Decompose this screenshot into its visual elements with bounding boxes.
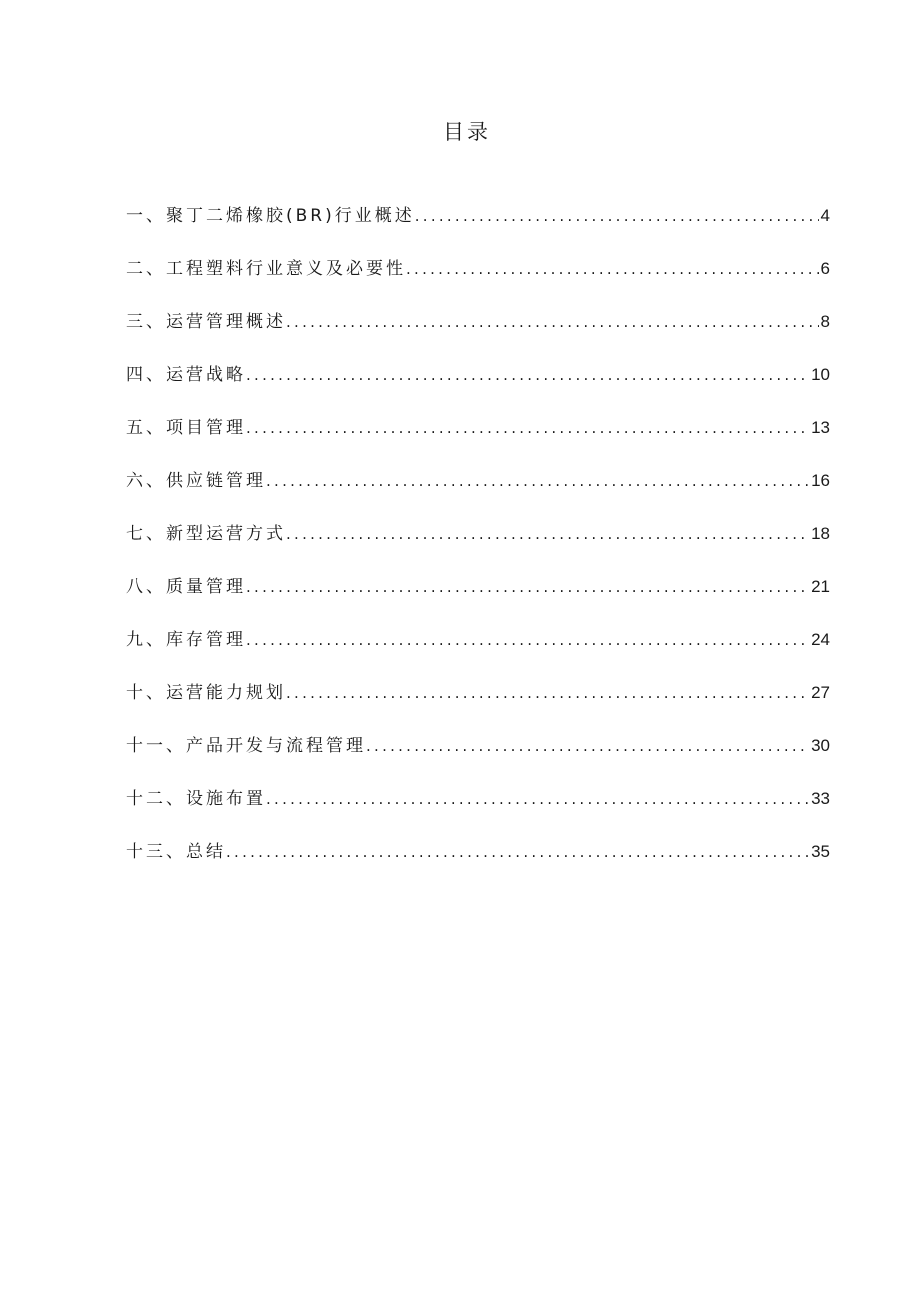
toc-entry-label: 四、运营战略 <box>126 365 246 385</box>
toc-entry-label: 一、聚丁二烯橡胶(BR)行业概述 <box>126 206 415 226</box>
toc-entry[interactable] <box>126 390 830 443</box>
toc-entry-label: 十三、总结 <box>126 842 226 862</box>
toc-entry[interactable] <box>126 496 830 549</box>
toc-entry[interactable] <box>126 655 830 708</box>
toc-entry-label: 五、项目管理 <box>126 418 246 438</box>
toc-page-number: 21 <box>811 577 830 596</box>
toc-page-number: 35 <box>811 842 830 861</box>
toc-page-number: 13 <box>811 418 830 437</box>
toc-page-number: 4 <box>820 206 830 225</box>
toc-dot-leader <box>286 678 809 708</box>
toc-page-number: 33 <box>811 789 830 808</box>
toc-dot-leader <box>286 307 819 337</box>
toc-entry[interactable] <box>126 231 830 284</box>
toc-entry-label: 八、质量管理 <box>126 577 246 597</box>
toc-entry-label: 九、库存管理 <box>126 630 246 650</box>
toc-dot-leader <box>266 784 809 814</box>
toc-entry-label: 十一、产品开发与流程管理 <box>126 736 366 756</box>
toc-entry-label: 三、运营管理概述 <box>126 312 286 332</box>
toc-page-number: 30 <box>811 736 830 755</box>
toc-entry-label: 六、供应链管理 <box>126 471 266 491</box>
toc-list <box>126 178 830 867</box>
toc-entry[interactable] <box>126 814 830 867</box>
toc-page-number: 27 <box>811 683 830 702</box>
toc-page-number: 24 <box>811 630 830 649</box>
toc-entry-label: 十二、设施布置 <box>126 789 266 809</box>
toc-dot-leader <box>366 731 809 761</box>
toc-entry[interactable] <box>126 761 830 814</box>
toc-entry[interactable] <box>126 708 830 761</box>
toc-page-number: 10 <box>811 365 830 384</box>
toc-page-number: 6 <box>820 259 830 278</box>
toc-dot-leader <box>246 413 809 443</box>
toc-entry-label: 七、新型运营方式 <box>126 524 286 544</box>
toc-entry[interactable] <box>126 602 830 655</box>
toc-page-number: 16 <box>811 471 830 490</box>
toc-dot-leader <box>226 837 809 867</box>
toc-entry[interactable] <box>126 178 830 231</box>
toc-entry[interactable] <box>126 549 830 602</box>
toc-entry-label: 十、运营能力规划 <box>126 683 286 703</box>
toc-dot-leader <box>246 625 809 655</box>
toc-dot-leader <box>246 572 809 602</box>
toc-dot-leader <box>266 466 809 496</box>
toc-dot-leader <box>415 201 819 231</box>
toc-title: 目录 <box>443 120 491 144</box>
toc-entry-label: 二、工程塑料行业意义及必要性 <box>126 259 406 279</box>
toc-page-number: 8 <box>820 312 830 331</box>
toc-entry[interactable] <box>126 284 830 337</box>
toc-page-number: 18 <box>811 524 830 543</box>
toc-dot-leader <box>246 360 809 390</box>
toc-entry[interactable] <box>126 443 830 496</box>
toc-dot-leader <box>406 254 819 284</box>
toc-entry[interactable] <box>126 337 830 390</box>
toc-dot-leader <box>286 519 809 549</box>
